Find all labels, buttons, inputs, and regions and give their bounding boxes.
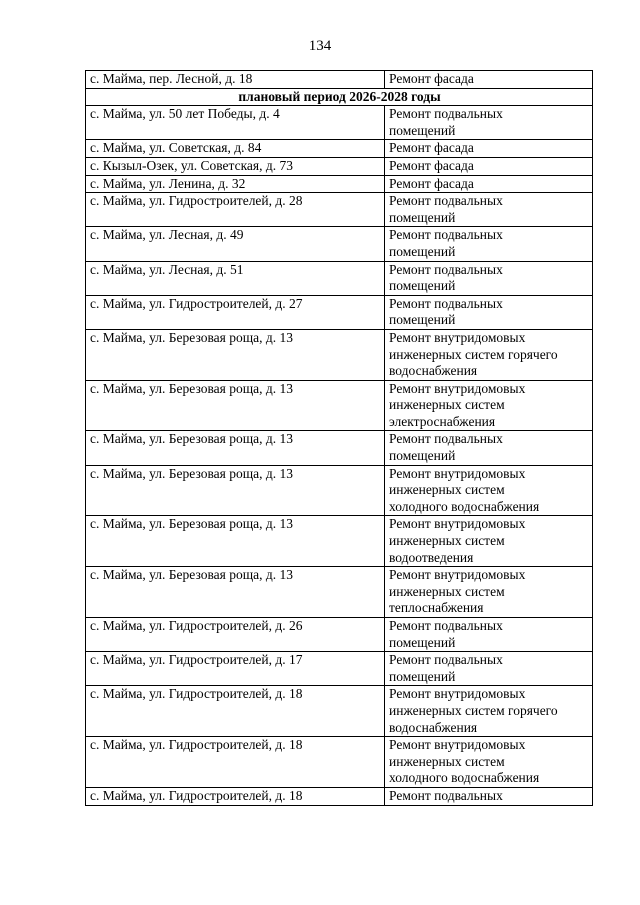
table-row bbox=[86, 193, 593, 227]
work-type-cell bbox=[385, 618, 593, 652]
work-type-cell bbox=[385, 567, 593, 618]
table-row bbox=[86, 380, 593, 431]
work-type-cell bbox=[385, 140, 593, 158]
table-row bbox=[86, 737, 593, 788]
work-type-cell bbox=[385, 516, 593, 567]
table-row bbox=[86, 175, 593, 193]
work-type-cell bbox=[385, 380, 593, 431]
work-type-text: Ремонт подвальных помещений bbox=[389, 227, 503, 259]
address-cell: с. Майма, ул. Гидростроителей, д. 17 bbox=[86, 652, 385, 686]
address-cell: с. Майма, ул. Лесная, д. 51 bbox=[86, 261, 385, 295]
address-cell: с. Майма, ул. Лесная, д. 49 bbox=[86, 227, 385, 261]
address-cell: с. Майма, ул. Березовая роща, д. 13 bbox=[86, 329, 385, 380]
work-type-cell bbox=[385, 227, 593, 261]
address-cell: с. Майма, ул. Березовая роща, д. 13 bbox=[86, 431, 385, 465]
work-type-text: Ремонт фасада bbox=[389, 71, 474, 86]
work-type-cell bbox=[385, 261, 593, 295]
address-cell: с. Майма, ул. Гидростроителей, д. 27 bbox=[86, 295, 385, 329]
work-type-text: Ремонт фасада bbox=[389, 175, 474, 191]
table-row bbox=[86, 261, 593, 295]
section-header-row bbox=[86, 88, 593, 106]
address-cell: с. Майма, ул. Гидростроителей, д. 18 bbox=[86, 686, 385, 737]
work-type-cell bbox=[385, 106, 593, 140]
address-cell: с. Майма, ул. Гидростроителей, д. 18 bbox=[86, 737, 385, 788]
work-type-text: Ремонт внутридомовых инженерных систем водоотведения bbox=[389, 516, 526, 565]
address-cell: с. Майма, ул. Гидростроителей, д. 26 bbox=[86, 618, 385, 652]
work-type-text: Ремонт внутридомовых инженерных систем холодного водоснабжения bbox=[389, 465, 540, 514]
table-row bbox=[86, 567, 593, 618]
work-type-text: Ремонт подвальных bbox=[389, 787, 503, 803]
work-type-cell bbox=[385, 175, 593, 193]
work-type-text: Ремонт внутридомовых инженерных систем холодного водоснабжения bbox=[389, 737, 540, 786]
work-type-text: Ремонт подвальных помещений bbox=[389, 193, 503, 225]
address-cell: с. Майма, ул. Березовая роща, д. 13 bbox=[86, 567, 385, 618]
table-row bbox=[86, 106, 593, 140]
table-row bbox=[86, 787, 593, 805]
table-row bbox=[86, 465, 593, 516]
page-number: 134 bbox=[308, 38, 332, 54]
work-type-cell bbox=[385, 193, 593, 227]
table-row bbox=[86, 686, 593, 737]
table-row bbox=[86, 71, 593, 89]
work-type-text: Ремонт подвальных помещений bbox=[389, 295, 503, 328]
repair-schedule-table bbox=[85, 70, 593, 806]
work-type-text: Ремонт внутридомовых инженерных систем теплоснабжения bbox=[389, 567, 526, 616]
table-row bbox=[86, 157, 593, 175]
work-type-text: Ремонт подвальных помещений bbox=[389, 431, 503, 464]
table-row bbox=[86, 618, 593, 652]
work-type-text: Ремонт подвальных помещений bbox=[389, 652, 503, 684]
work-type-text: Ремонт подвальных помещений bbox=[389, 261, 503, 294]
work-type-cell bbox=[385, 465, 593, 516]
work-type-cell bbox=[385, 71, 593, 89]
address-cell: с. Майма, ул. Гидростроителей, д. 18 bbox=[86, 787, 385, 805]
table-row bbox=[86, 140, 593, 158]
address-cell: с. Майма, ул. Гидростроителей, д. 28 bbox=[86, 193, 385, 227]
address-cell: с. Майма, ул. Березовая роща, д. 13 bbox=[86, 380, 385, 431]
table-row bbox=[86, 227, 593, 261]
table-row bbox=[86, 652, 593, 686]
work-type-cell bbox=[385, 329, 593, 380]
work-type-cell bbox=[385, 431, 593, 465]
work-type-text: Ремонт подвальных помещений bbox=[389, 618, 503, 650]
table-row bbox=[86, 295, 593, 329]
table-row bbox=[86, 431, 593, 465]
address-cell: с. Кызыл-Озек, ул. Советская, д. 73 bbox=[86, 157, 385, 175]
work-type-cell bbox=[385, 652, 593, 686]
address-cell: с. Майма, ул. Ленина, д. 32 bbox=[86, 175, 385, 193]
address-cell: с. Майма, ул. Березовая роща, д. 13 bbox=[86, 465, 385, 516]
work-type-text: Ремонт фасада bbox=[389, 157, 474, 173]
address-cell: с. Майма, ул. Советская, д. 84 bbox=[86, 140, 385, 158]
work-type-cell bbox=[385, 295, 593, 329]
address-cell: с. Майма, ул. 50 лет Победы, д. 4 bbox=[86, 106, 385, 140]
work-type-text: Ремонт внутридомовых инженерных систем горячего водоснабжения bbox=[389, 329, 558, 379]
table-row bbox=[86, 516, 593, 567]
work-type-text: Ремонт внутридомовых инженерных систем горячего водоснабжения bbox=[389, 686, 558, 735]
work-type-cell bbox=[385, 737, 593, 788]
work-type-text: Ремонт внутридомовых инженерных систем электроснабжения bbox=[389, 380, 526, 429]
section-title: плановый период 2026-2028 годы bbox=[86, 88, 593, 106]
table-body bbox=[86, 71, 593, 806]
address-cell: с. Майма, ул. Березовая роща, д. 13 bbox=[86, 516, 385, 567]
address-cell: с. Майма, пер. Лесной, д. 18 bbox=[86, 71, 385, 89]
work-type-text: Ремонт подвальных помещений bbox=[389, 106, 503, 138]
table-row bbox=[86, 329, 593, 380]
work-type-cell bbox=[385, 686, 593, 737]
work-type-cell bbox=[385, 157, 593, 175]
work-type-text: Ремонт фасада bbox=[389, 140, 474, 156]
work-type-cell bbox=[385, 787, 593, 805]
